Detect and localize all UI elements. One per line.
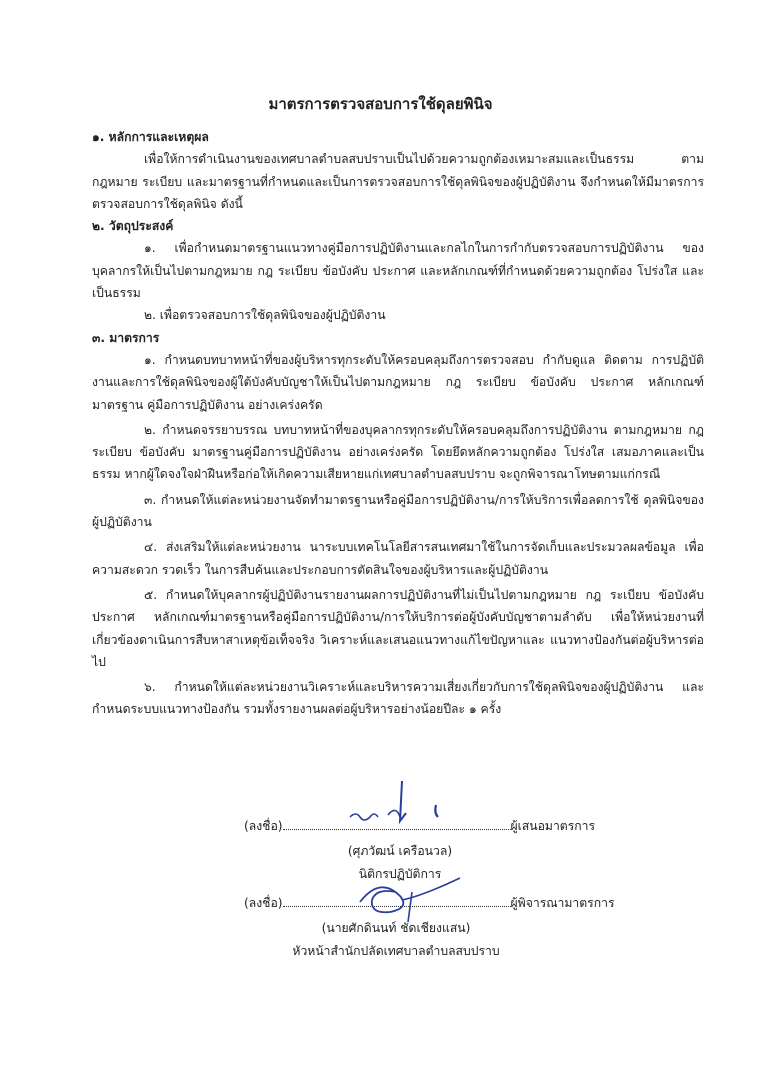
signer-position: หัวหน้าสำนักปลัดเทศบาลตำบลสบปราบ: [292, 944, 500, 958]
paragraph: ๓. กำหนดให้แต่ละหน่วยงานจัดทำมาตรฐานหรือคู่มือการปฏิบัติงาน/การให้บริการเพื่อลดการใช้ ดุลพินิจของผู้ปฏิบัติงาน: [92, 492, 704, 530]
section-heading: ๒. วัตถุประสงค์: [92, 219, 174, 234]
paragraph: ๒. เพื่อตรวจสอบการใช้ดุลพินิจของผู้ปฏิบัติงาน: [144, 308, 386, 323]
signer-role: ผู้พิจารณามาตรการ: [510, 896, 615, 910]
sign-prefix: (ลงชื่อ): [244, 896, 283, 910]
document-title: มาตรการตรวจสอบการใช้ดุลยพินิจ: [268, 95, 493, 113]
signer-role: ผู้เสนอมาตรการ: [510, 819, 596, 833]
paragraph: ๒. กำหนดจรรยาบรรณ บทบาทหน้าที่ของบุคลากรทุกระดับให้ครอบคลุมถึงการปฏิบัติงาน ตามกฎหมาย กฎ ระเบียบ ข้อบังคับ มาตรฐานคู่มือการปฏิบัติงาน อย่างเคร่งครัด โดยยึดหลักความถูกต้อง โปร่งใส เสมอภาคและเป็นธรรม หากผู้ใดจงใจฝ่าฝืนหรือก่อให้เกิดความเสียหายแก่เทศบาลตำบลสบปราบ จะถูกพิจารณาโทษตามแก่กรณี: [92, 422, 704, 482]
paragraph: เพื่อให้การดำเนินงานของเทศบาลตำบลสบปราบเป็นไปด้วยความถูกต้องเหมาะสมและเป็นธรรม ตามกฎหมาย ระเบียบ และมาตรฐานที่กำหนดและเป็นการตรวจสอบการใช้ดุลพินิจของผู้ปฏิบัติงาน จึงกำหนดให้มีมาตรการตรวจสอบการใช้ดุลพินิจ ดังนี้: [92, 152, 704, 211]
handwritten-signature-proposer: [340, 775, 460, 835]
document-body: [92, 126, 704, 721]
sign-prefix: (ลงชื่อ): [244, 819, 283, 833]
signer-name: (ศุภวัฒน์ เครือนวล): [347, 844, 453, 858]
paragraph: ๖. กำหนดให้แต่ละหน่วยงานวิเคราะห์และบริหารความเสี่ยงเกี่ยวกับการใช้ดุลพินิจของผู้ปฏิบัติงาน และกำหนดระบบแนวทางป้องกัน รวมทั้งรายงานผลต่อผู้บริหารอย่างน้อยปีละ ๑ ครั้ง: [92, 680, 704, 717]
handwritten-signature-reviewer: [352, 872, 472, 932]
section-objectives: [92, 215, 704, 326]
paragraph: ๕. กำหนดให้บุคลากรผู้ปฏิบัติงานรายงานผลการปฏิบัติงานที่ไม่เป็นไปตามกฎหมาย กฎ ระเบียบ ข้อบังคับ ประกาศ หลักเกณฑ์มาตรฐานหรือคู่มือการปฏิบัติงาน/การให้บริการต่อผู้บังคับบัญชาตามลำดับ เพื่อให้หน่วยงานที่เกี่ยวข้องดาเนินการสืบหาสาเหตุข้อเท็จจริง วิเคราะห์และเสนอแนวทางแก้ไขปัญหาและ แนวทางป้องกันต่อผู้บริหารต่อไป: [92, 587, 704, 669]
signer-position: นิติกรปฏิบัติการ: [358, 867, 442, 881]
section-measures: [92, 327, 704, 721]
paragraph: ๑. เพื่อกำหนดมาตรฐานแนวทางคู่มือการปฏิบัติงานและกลไกในการกำกับตรวจสอบการปฏิบัติงาน ของบุคลากรให้เป็นไปตามกฎหมาย กฎ ระเบียบ ข้อบังคับ ประกาศ และหลักเกณฑ์ที่กำหนดด้วยความถูกต้อง โปร่งใส และเป็นธรรม: [92, 241, 704, 301]
section-heading: ๑. หลักการและเหตุผล: [92, 130, 209, 144]
section-heading: ๓. มาตรการ: [92, 330, 160, 345]
paragraph: ๔. ส่งเสริมให้แต่ละหน่วยงาน นาระบบเทคโนโลยีสารสนเทศมาใช้ในการจัดเก็บและประมวลผลข้อมูล เพื่อความสะดวก รวดเร็ว ในการสืบค้นและประกอบการตัดสินใจของผู้บริหารและผู้ปฏิบัติงาน: [92, 540, 704, 577]
signer-name: (นายศักดินนท์ ชัดเชียงแสน): [321, 921, 471, 935]
section-principles: [92, 126, 704, 215]
paragraph: ๑. กำหนดบทบาทหน้าที่ของผู้บริหารทุกระดับให้ครอบคลุมถึงการตรวจสอบ กำกับดูแล ติดตาม การปฏิบัติงานและการใช้ดุลพินิจของผู้ใต้บังคับบัญชาให้เป็นไปตามกฎหมาย กฎ ระเบียบ ข้อบังคับ ประกาศ หลักเกณฑ์ มาตรฐาน คู่มือการปฏิบัติงาน อย่างเคร่งครัด: [92, 352, 704, 412]
